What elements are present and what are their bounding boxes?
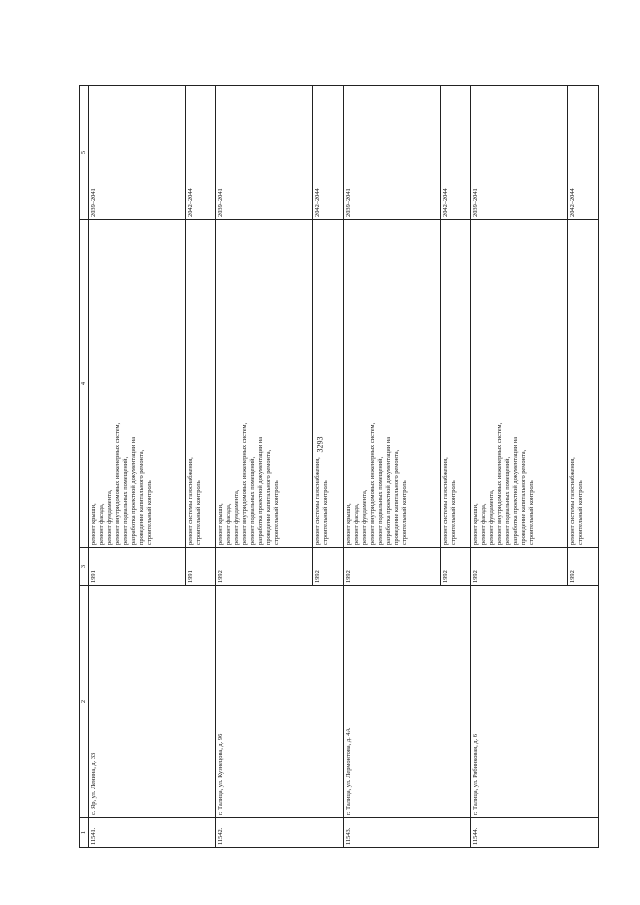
table-row xyxy=(89,86,186,848)
column-header: 4 xyxy=(80,220,89,548)
works-cell xyxy=(440,220,471,548)
work-item: ремонт фасада, xyxy=(352,503,360,545)
works-cell xyxy=(313,220,344,548)
work-item: проведение капитального ремонта, xyxy=(392,449,400,545)
works-cell xyxy=(89,220,186,548)
work-item: разработка проектной документации на xyxy=(130,436,137,545)
work-item: ремонт крыши, xyxy=(472,503,480,545)
repair-schedule-table-rotated xyxy=(79,86,599,848)
work-item: строительный контроль xyxy=(449,480,457,545)
year-cell: 1991 xyxy=(185,548,216,586)
row-number: 11541. xyxy=(89,818,216,848)
address-cell: с. Яр, ул. Ленина, д. 33 xyxy=(89,586,216,818)
work-item: разработка проектной документации на xyxy=(257,436,265,545)
column-header: 1 xyxy=(80,818,89,848)
row-number: 11543. xyxy=(343,818,470,848)
period-cell: 2042–2044 xyxy=(313,86,344,220)
work-item: ремонт фасада, xyxy=(225,503,233,545)
address-cell: г. Талица, ул. Лермонтова, д. 4А xyxy=(343,586,470,818)
table-row xyxy=(343,86,440,848)
repair-schedule-table xyxy=(79,85,599,848)
year-cell: 1992 xyxy=(471,548,568,586)
year-cell: 1992 xyxy=(568,548,599,586)
year-cell: 1991 xyxy=(89,548,186,586)
work-item: ремонт крыши, xyxy=(90,503,97,545)
repair-schedule-table-frame xyxy=(79,86,599,848)
work-item: ремонт подвальных помещений, xyxy=(249,456,257,545)
works-cell xyxy=(185,220,216,548)
year-cell: 1992 xyxy=(216,548,313,586)
column-header: 2 xyxy=(80,586,89,818)
works-cell xyxy=(216,220,313,548)
table-row xyxy=(471,86,568,848)
work-item: ремонт внутридомовых инженерных систем, xyxy=(114,422,121,545)
year-cell: 1992 xyxy=(440,548,471,586)
table-row xyxy=(216,86,313,848)
work-item: ремонт подвальных помещений, xyxy=(122,456,129,545)
work-item: ремонт фундамента, xyxy=(360,489,368,545)
work-item: строительный контроль xyxy=(400,480,408,545)
work-item: ремонт системы газоснабжения, xyxy=(441,457,449,545)
work-item: ремонт подвальных помещений, xyxy=(504,456,512,545)
period-cell: 2042–2044 xyxy=(568,86,599,220)
work-item: ремонт системы газоснабжения, xyxy=(569,457,577,545)
period-cell: 2042–2044 xyxy=(440,86,471,220)
work-item: ремонт фасада, xyxy=(480,503,488,545)
works-cell xyxy=(343,220,440,548)
column-header: 3 xyxy=(80,548,89,586)
table-body xyxy=(89,86,599,848)
column-number-row xyxy=(80,86,89,848)
works-cell xyxy=(471,220,568,548)
work-item: ремонт внутридомовых инженерных систем, xyxy=(496,422,504,545)
year-cell: 1992 xyxy=(343,548,440,586)
row-number: 11544. xyxy=(471,818,599,848)
period-cell: 2039–2041 xyxy=(216,86,313,220)
work-item: ремонт системы газоснабжения, xyxy=(314,457,322,545)
work-item: ремонт фасада, xyxy=(98,503,105,545)
work-item: ремонт внутридомовых инженерных систем, xyxy=(368,422,376,545)
work-item: строительный контроль xyxy=(322,480,330,545)
period-cell: 2039–2041 xyxy=(471,86,568,220)
work-item: строительный контроль xyxy=(273,480,281,545)
work-item: ремонт крыши, xyxy=(217,503,225,545)
work-item: ремонт фундамента, xyxy=(106,489,113,545)
period-cell: 2042–2044 xyxy=(185,86,216,220)
work-item: ремонт фундамента, xyxy=(488,489,496,545)
work-item: проведение капитального ремонта, xyxy=(520,449,528,545)
work-item: строительный контроль xyxy=(577,480,585,545)
work-item: разработка проектной документации на xyxy=(384,436,392,545)
year-cell: 1992 xyxy=(313,548,344,586)
work-item: ремонт крыши, xyxy=(344,503,352,545)
works-cell xyxy=(568,220,599,548)
work-item: ремонт подвальных помещений, xyxy=(376,456,384,545)
page-number: 3293 xyxy=(315,436,325,453)
row-number: 11542. xyxy=(216,818,343,848)
work-item: строительный контроль xyxy=(194,480,202,545)
column-header: 5 xyxy=(80,86,89,220)
work-item: ремонт системы газоснабжения, xyxy=(186,457,194,545)
work-item: разработка проектной документации на xyxy=(512,436,520,545)
work-item: строительный контроль xyxy=(528,480,536,545)
period-cell: 2039–2041 xyxy=(343,86,440,220)
work-item: ремонт внутридомовых инженерных систем, xyxy=(241,422,249,545)
work-item: проведение капитального ремонта, xyxy=(138,449,145,545)
work-item: ремонт фундамента, xyxy=(233,489,241,545)
period-cell: 2039–2041 xyxy=(89,86,186,220)
address-cell: г. Талица, ул. Рябинковая, д. 6 xyxy=(471,586,599,818)
work-item: проведение капитального ремонта, xyxy=(265,449,273,545)
address-cell: г. Талица, ул. Кузнецова, д. 96 xyxy=(216,586,343,818)
work-item: строительный контроль xyxy=(146,480,153,545)
